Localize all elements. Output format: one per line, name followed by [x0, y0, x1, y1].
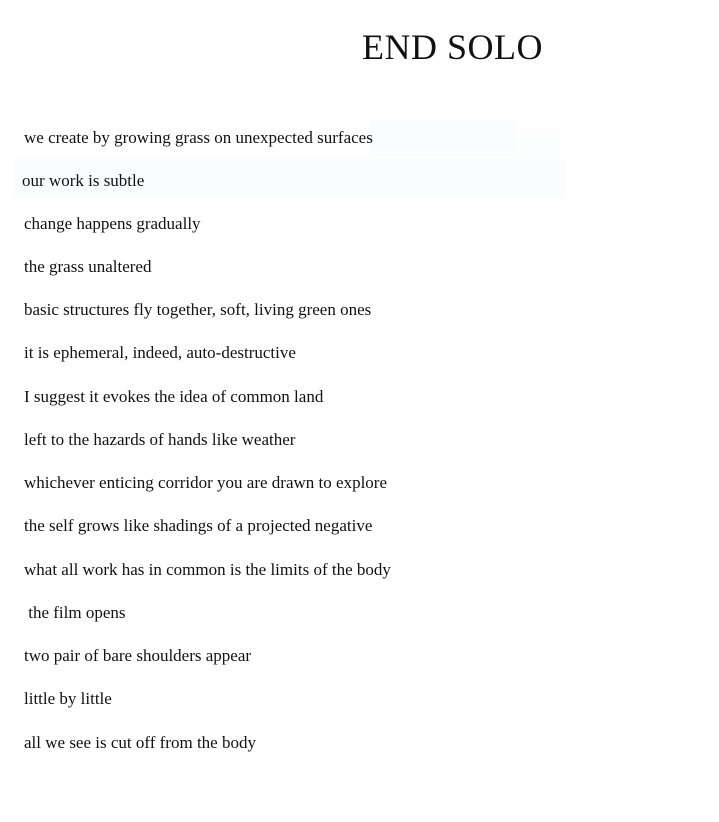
- poem-line: left to the hazards of hands like weather: [24, 430, 296, 449]
- poem-line: change happens gradually: [24, 214, 201, 233]
- poem-line: what all work has in common is the limits of the body: [24, 560, 391, 579]
- poem-line: two pair of bare shoulders appear: [24, 646, 252, 665]
- poem-line: all we see is cut off from the body: [24, 733, 256, 752]
- poem-line: little by little: [24, 689, 112, 708]
- poem-line: the self grows like shadings of a projected negative: [24, 516, 373, 535]
- poem-title: END SOLO: [362, 27, 543, 67]
- poem-line: I suggest it evokes the idea of common land: [24, 387, 324, 406]
- poem-line: the grass unaltered: [24, 257, 152, 276]
- poem-line: the film opens: [24, 603, 126, 622]
- poem-line: whichever enticing corridor you are drawn to explore: [24, 473, 387, 492]
- poem-line: our work is subtle: [22, 171, 145, 190]
- poem-line: it is ephemeral, indeed, auto-destructive: [24, 343, 296, 362]
- poem-line: we create by growing grass on unexpected surfaces: [24, 128, 373, 147]
- poem-line: basic structures fly together, soft, living green ones: [24, 300, 372, 319]
